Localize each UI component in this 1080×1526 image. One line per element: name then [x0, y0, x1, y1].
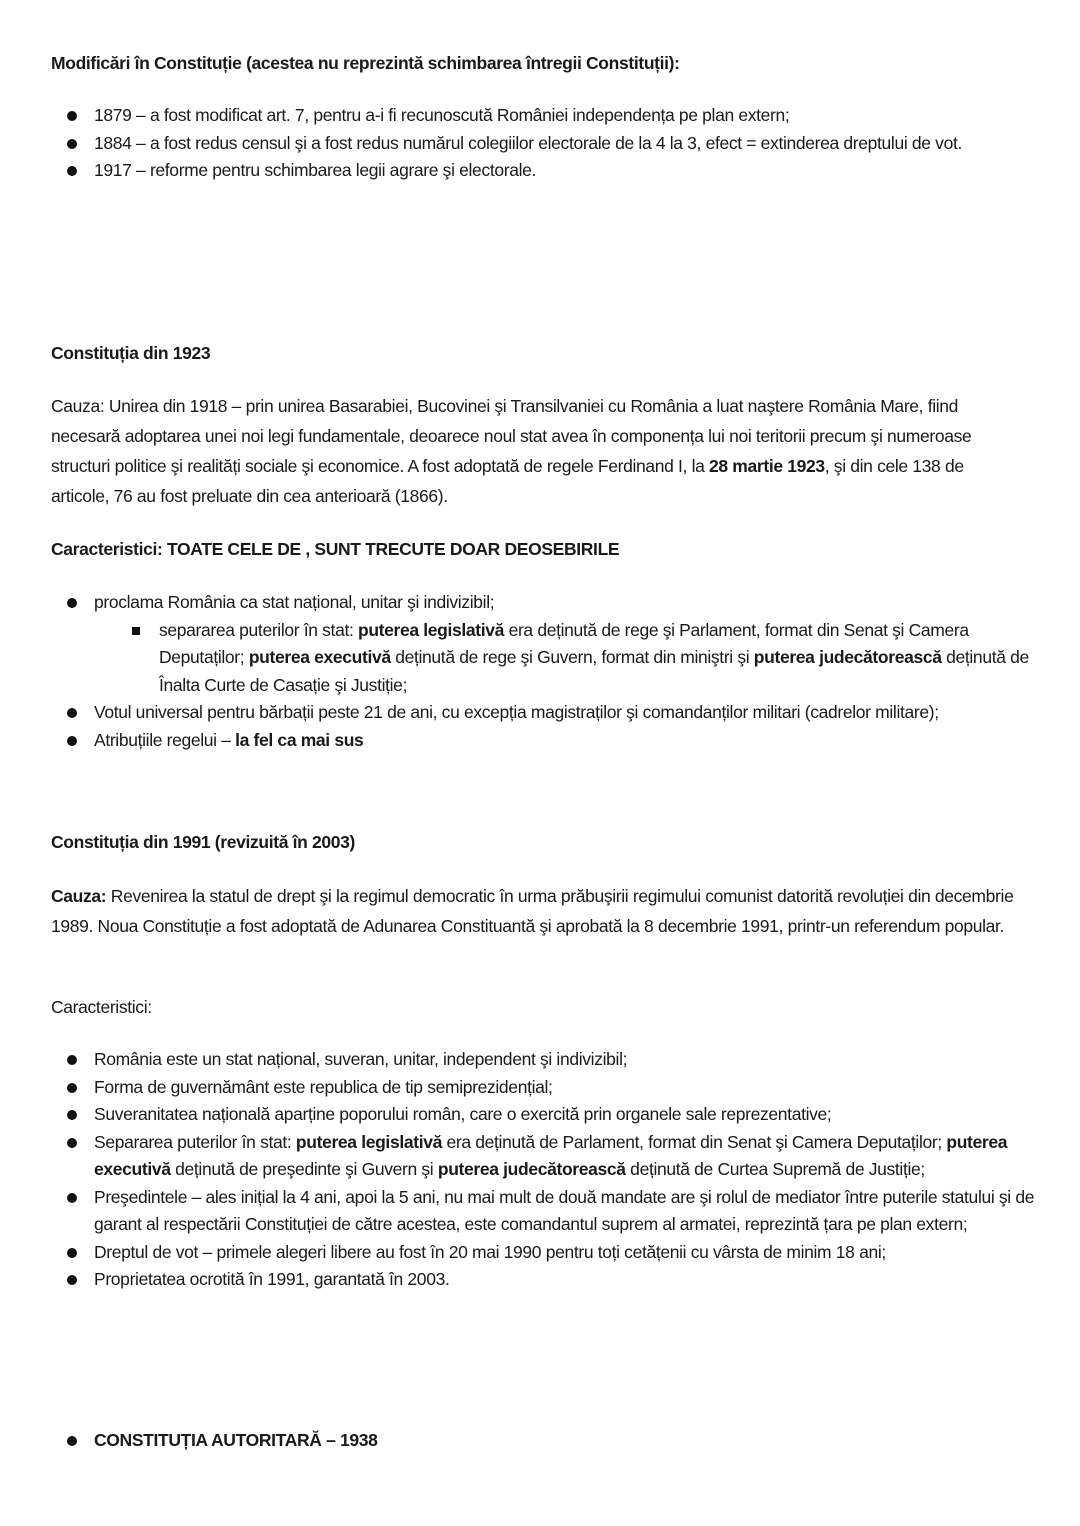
cauza-1923-paragraph: [51, 391, 1026, 511]
cauza-1991-text: Revenirea la statul de drept şi la regimul democratic în urma prăbuşirii regimului comunist datorită revoluției din decembrie 1989. Noua Constituție a fost adoptată de Adunarea Constituantă şi aprobată la 8 decembrie 1991, printr-un referendum popular.: [51, 886, 1014, 936]
list-item: 1879 – a fost modificat art. 7, pentru a-i fi recunoscută României independența pe plan extern;: [51, 102, 1041, 130]
autoritara-list: [51, 1427, 1041, 1455]
list-item: [51, 1129, 1041, 1184]
list-item-text: Atribuțiile regelui –: [94, 729, 236, 750]
list-item: Preşedintele – ales inițial la 4 ani, apoi la 5 ani, nu mai mult de două mandate are şi rolul de mediator între puterile statului şi de garant al respectării Constituției de către acestea, este comandantul suprem al armatei, reprezintă țara pe plan extern;: [51, 1184, 1041, 1239]
list-item: România este un stat național, suveran, unitar, independent şi indivizibil;: [51, 1046, 1041, 1074]
list-item-bold: la fel ca mai sus: [235, 729, 364, 750]
list-item-text: Separarea puterilor în stat:: [94, 1131, 296, 1152]
cauza-1923-text-end: , şi din cele 138 de articole, 76 au fost preluate din cea anterioară (1866).: [51, 456, 964, 506]
list-item: Suveranitatea națională aparține poporului român, care o exercită prin organele sale reprezentative;: [51, 1101, 1041, 1129]
list-item: Proprietatea ocrotită în 1991, garantată în 2003.: [51, 1266, 1041, 1294]
executiva-bold: puterea executivă: [248, 647, 391, 667]
list-item: 1884 – a fost redus censul şi a fost redus numărul colegiilor electorale de la 4 la 3, efect = extinderea dreptului de vot.: [51, 130, 1041, 158]
cauza-1991-paragraph: [51, 881, 1026, 941]
list-item: Forma de guvernământ este republica de tip semiprezidențial;: [51, 1074, 1041, 1102]
list-item: 1917 – reforme pentru schimbarea legii agrare şi electorale.: [51, 157, 1041, 185]
cauza-label: Cauza:: [51, 886, 107, 906]
section-heading-modificari: Modificări în Constituție (acestea nu reprezintă schimbarea întregii Constituții):: [51, 53, 680, 73]
list-item-text: era deținută de Parlament, format din Senat şi Camera Deputaților;: [441, 1131, 947, 1152]
list-item-text: deținută de Curtea Supremă de Justiție;: [625, 1159, 925, 1179]
list-item-text: deținută de preşedinte şi Guvern şi: [170, 1159, 438, 1179]
section-heading-1991: Constituția din 1991 (revizuită în 2003): [51, 832, 355, 852]
caracteristici-1991-label: Caracteristici:: [51, 997, 152, 1017]
list-item: [51, 727, 1041, 755]
executiva-bold: puterea executivă: [94, 1131, 1008, 1179]
sub-item-text: deținută de rege şi Guvern, format din miniştri şi: [390, 647, 754, 667]
modificari-list: [51, 102, 1041, 185]
judecatoreasca-bold: puterea judecătorească: [753, 647, 942, 667]
adoption-date: 28 martie 1923: [709, 456, 825, 476]
cauza-1923-text: Cauza: Unirea din 1918 – prin unirea Basarabiei, Bucovinei şi Transilvaniei cu România a luat naştere România Mare, fiind necesară adoptarea unei noi legi fundamentale, deoarece noul stat avea în componența lui noi teritorii precum şi numeroase structuri politice şi realități sociale şi economice. A fost adoptată de regele Ferdinand I, la: [51, 396, 972, 476]
list-item: Dreptul de vot – primele alegeri libere au fost în 20 mai 1990 pentru toți cetățenii cu vârsta de minim 18 ani;: [51, 1239, 1041, 1267]
list-item: CONSTITUȚIA AUTORITARĂ – 1938: [51, 1427, 1041, 1455]
legislativa-bold: puterea legislativă: [295, 1131, 442, 1152]
sub-item-text: era deținută de rege şi Parlament, format din Senat şi Camera Deputaților;: [159, 619, 969, 667]
judecatoreasca-bold: puterea judecătorească: [437, 1159, 626, 1179]
section-heading-1923: Constituția din 1923: [51, 343, 211, 363]
sub-item-text: separarea puterilor în stat:: [159, 619, 358, 640]
list-item: Votul universal pentru bărbații peste 21 de ani, cu excepția magistraților şi comandanților militari (cadrelor militare);: [51, 699, 1041, 727]
caracteristici-1923-heading: Caracteristici: TOATE CELE DE , SUNT TRECUTE DOAR DEOSEBIRILE: [51, 539, 620, 559]
caracteristici-1923-list: [51, 589, 1041, 754]
legislativa-bold: puterea legislativă: [358, 619, 505, 640]
caracteristici-1991-list: [51, 1046, 1041, 1294]
sub-list-item: [51, 617, 1041, 700]
sub-item-text: deținută de Înalta Curte de Casație şi Justiție;: [159, 647, 1029, 695]
list-item: proclama România ca stat național, unitar şi indivizibil;: [51, 589, 1041, 617]
